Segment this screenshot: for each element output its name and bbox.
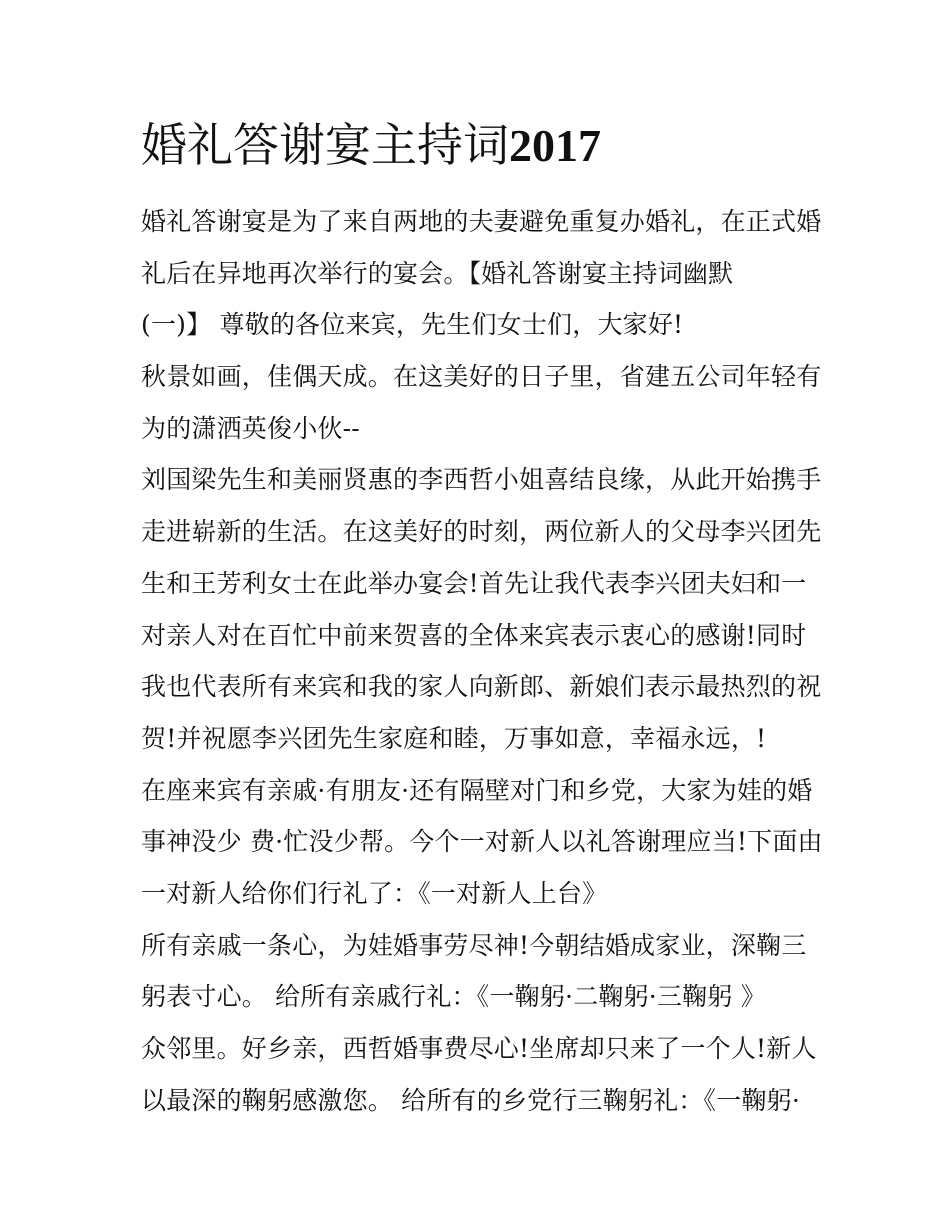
body-line: 事神没少 费·忙没少帮。今个一对新人以礼答谢理应当!下面由 — [141, 827, 823, 857]
body-line: 在座来宾有亲戚·有朋友·还有隔壁对门和乡党，大家为娃的婚 — [141, 775, 813, 805]
body-line: 所有亲戚一条心，为娃婚事劳尽神!今朝结婚成家业，深鞠三 — [141, 930, 807, 960]
body-line: 众邻里。好乡亲，西哲婚事费尽心!坐席却只来了一个人!新人 — [141, 1034, 817, 1063]
body-line: 生和王芳利女士在此举办宴会!首先让我代表李兴团夫妇和一 — [141, 568, 807, 598]
body-line: 我也代表所有来宾和我的家人向新郎、新娘们表示最热烈的祝 — [141, 672, 822, 702]
body-line: 躬表寸心。 给所有亲戚行礼：《一鞠躬·二鞠躬·三鞠躬 》 — [141, 982, 766, 1012]
body-line: 婚礼答谢宴是为了来自两地的夫妻避免重复办婚礼，在正式婚 — [141, 207, 822, 236]
document-body — [141, 196, 821, 1126]
body-line: 走进崭新的生活。在这美好的时刻，两位新人的父母李兴团先 — [141, 517, 822, 547]
body-line: 一对新人给你们行礼了：《一对新人上台》 — [141, 878, 608, 908]
body-line: 对亲人对在百忙中前来贺喜的全体来宾表示衷心的感谢!同时 — [141, 620, 807, 650]
body-line: 以最深的鞠躬感激您。 给所有的乡党行三鞠躬礼：《一鞠躬· — [141, 1085, 800, 1115]
document-title — [141, 112, 601, 179]
title-text: 婚礼答谢宴主持词 — [141, 118, 509, 172]
body-line: 刘国梁先生和美丽贤惠的李西哲小姐喜结良缘，从此开始携手 — [141, 465, 822, 495]
body-line: 礼后在异地再次举行的宴会。【婚礼答谢宴主持词幽默 — [141, 258, 734, 288]
body-line: 贺!并祝愿李兴团先生家庭和睦，万事如意，幸福永远，! — [141, 723, 767, 753]
body-line: (一)】 尊敬的各位来宾，先生们女士们，大家好! — [141, 310, 684, 340]
body-line: 秋景如画，佳偶天成。在这美好的日子里，省建五公司年轻有 — [141, 362, 822, 392]
title-year: 2017 — [509, 120, 601, 171]
body-line: 为的潇洒英俊小伙-- — [141, 413, 360, 443]
